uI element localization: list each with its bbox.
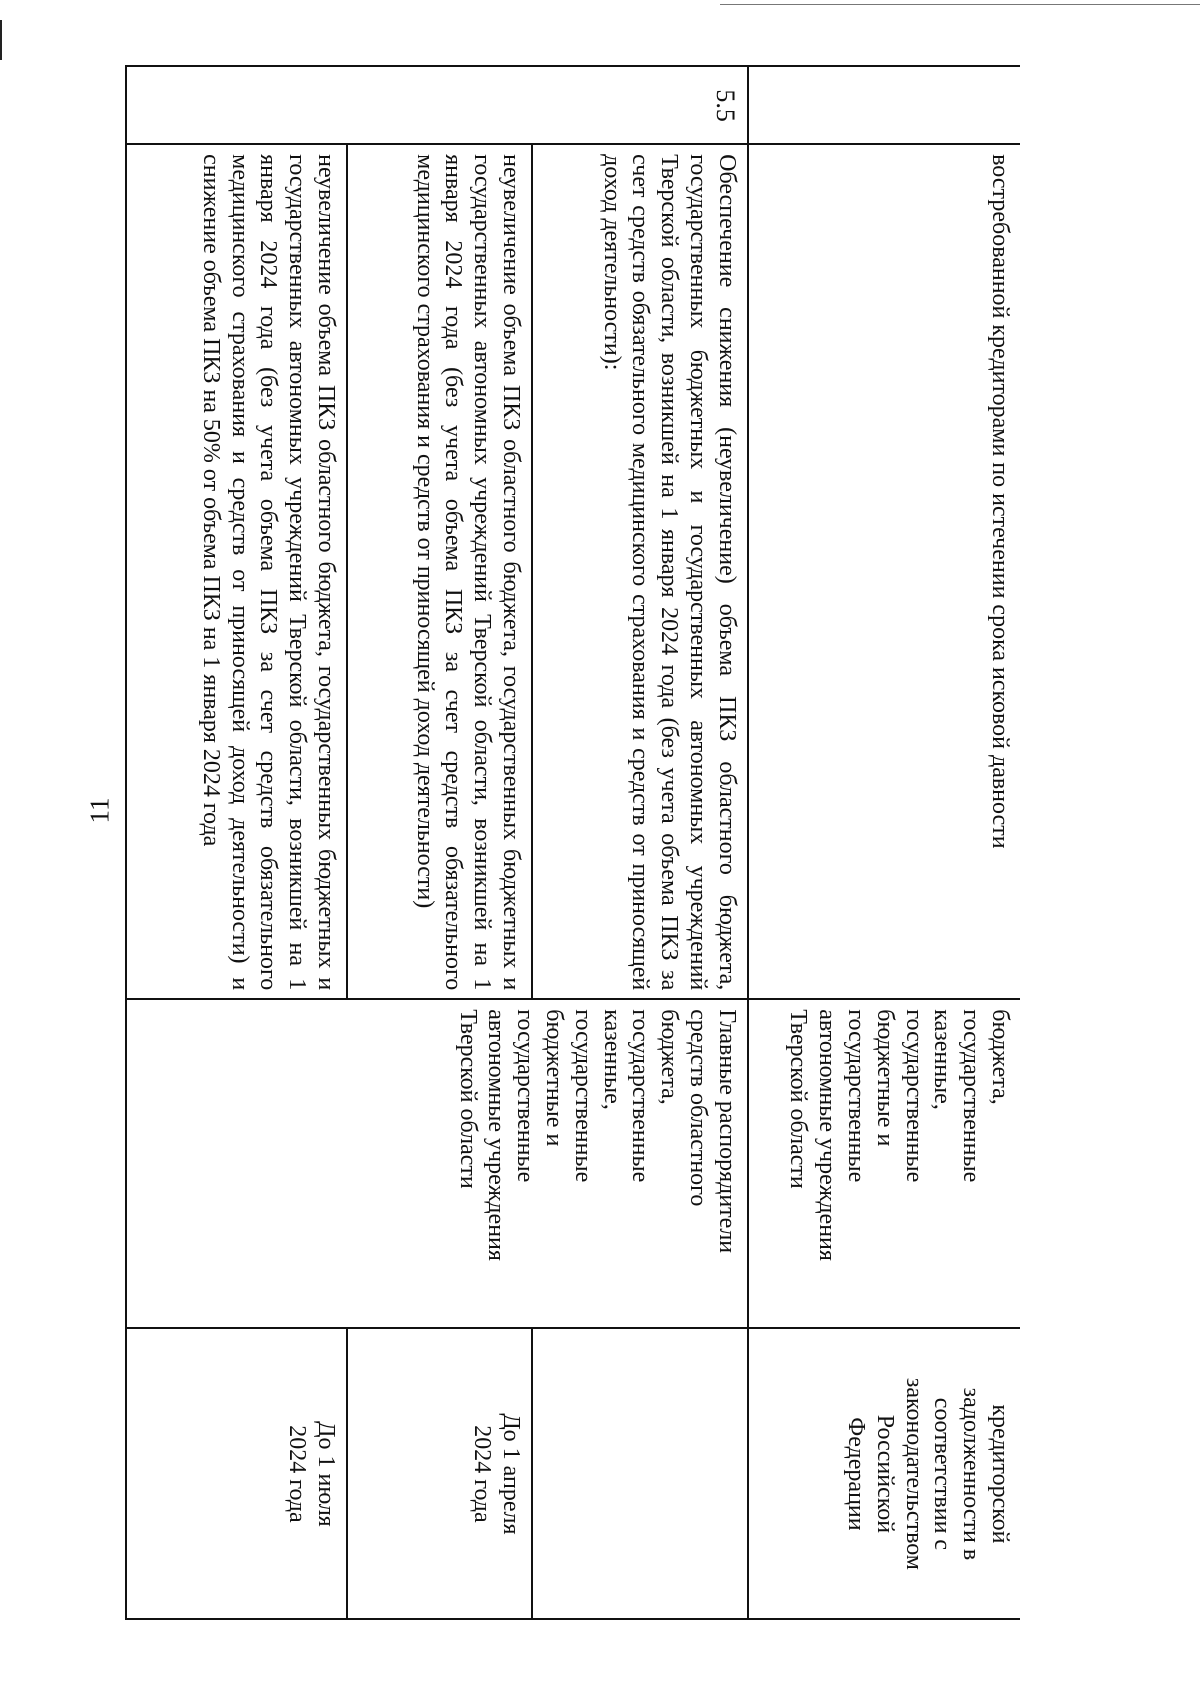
row-number-cell: 5.5 bbox=[532, 66, 748, 144]
scan-edge-mark bbox=[720, 4, 1200, 5]
executor-line: бюджета, bbox=[987, 1009, 1013, 1105]
executor-line: государственные bbox=[843, 1009, 870, 1183]
measure-cell: неувеличение объема ПКЗ областного бюджета, государственных бюджетных и государственных автономных учреждений Тверской области, возникшей на 1 января 2024 года (без учета объема ПКЗ за счет средств обязательного медицинского страхования и средств от приносящей доход деятельности) и снижение объема ПКЗ на 50% от объема ПКЗ на 1 января 2024 года bbox=[126, 144, 347, 999]
table-row-5-5 bbox=[532, 66, 748, 1619]
row-number-cell bbox=[126, 66, 347, 144]
table-sub-row bbox=[126, 66, 347, 1619]
executor-line: бюджета, bbox=[656, 1009, 683, 1105]
deadline-cell bbox=[748, 1328, 1020, 1619]
deadline-line: законодательством bbox=[900, 1377, 927, 1570]
deadline-line: 2024 года bbox=[284, 1425, 311, 1523]
deadline-line: До 1 июля bbox=[312, 1421, 339, 1527]
deadline-line: 2024 года bbox=[469, 1425, 496, 1523]
executor-line: государственные bbox=[627, 1009, 654, 1183]
executor-line: государственные bbox=[569, 1009, 596, 1183]
executor-line: автономные учреждения bbox=[483, 1009, 510, 1261]
deadline-line: соответствии с bbox=[929, 1397, 956, 1551]
row-number-cell bbox=[347, 66, 532, 144]
page-number: 11 bbox=[84, 797, 115, 824]
executor-line: бюджетные и bbox=[540, 1009, 567, 1147]
deadline-line: задолженности в bbox=[958, 1387, 985, 1561]
deadline-cell bbox=[126, 1328, 347, 1619]
row-number-cell bbox=[748, 66, 1020, 144]
executor-line: средств областного bbox=[684, 1009, 711, 1207]
executor-cell bbox=[748, 999, 1020, 1328]
deadline-line: Российской bbox=[871, 1414, 898, 1534]
executor-cell bbox=[126, 999, 347, 1328]
scan-edge-mark bbox=[0, 20, 2, 60]
table-row-continued bbox=[748, 66, 1020, 1619]
measure-cell: востребованной кредиторами по истечении срока исковой давности bbox=[748, 144, 1020, 999]
executor-line: государственные bbox=[512, 1009, 539, 1183]
executor-line: Тверской области bbox=[454, 1009, 481, 1189]
deadline-cell bbox=[347, 1328, 532, 1619]
measure-cell: неувеличение объема ПКЗ областного бюджета, государственных бюджетных и государственных автономных учреждений Тверской области, возникшей на 1 января 2024 года (без учета объема ПКЗ за счет средств обязательного медицинского страхования и средств от приносящей доход деятельности) bbox=[347, 144, 532, 999]
deadline-line: кредиторской bbox=[987, 1404, 1013, 1544]
deadline-line: До 1 апреля bbox=[497, 1413, 524, 1535]
executor-line: автономные учреждения bbox=[814, 1009, 841, 1261]
deadline-line: Федерации bbox=[843, 1417, 870, 1531]
measures-table bbox=[125, 65, 1020, 1620]
executor-line: государственные bbox=[958, 1009, 985, 1183]
rotated-page-content bbox=[125, 65, 1020, 1620]
measure-cell: Обеспечение снижения (неувеличение) объема ПКЗ областного бюджета, государственных бюджетных и государственных автономных учреждений Тверской области, возникшей на 1 января 2024 года (без учета объема ПКЗ за счет средств обязательного медицинского страхования и средств от приносящей доход деятельности): bbox=[532, 144, 748, 999]
executor-line: Главные распорядители bbox=[713, 1009, 740, 1254]
executor-line: казенные, bbox=[598, 1009, 625, 1110]
executor-line: бюджетные и bbox=[871, 1009, 898, 1147]
executor-line: Тверской области bbox=[785, 1009, 812, 1189]
executor-line: государственные bbox=[900, 1009, 927, 1183]
executor-cell bbox=[347, 999, 748, 1328]
table-sub-row bbox=[347, 66, 532, 1619]
executor-line: казенные, bbox=[929, 1009, 956, 1110]
deadline-cell bbox=[532, 1328, 748, 1619]
